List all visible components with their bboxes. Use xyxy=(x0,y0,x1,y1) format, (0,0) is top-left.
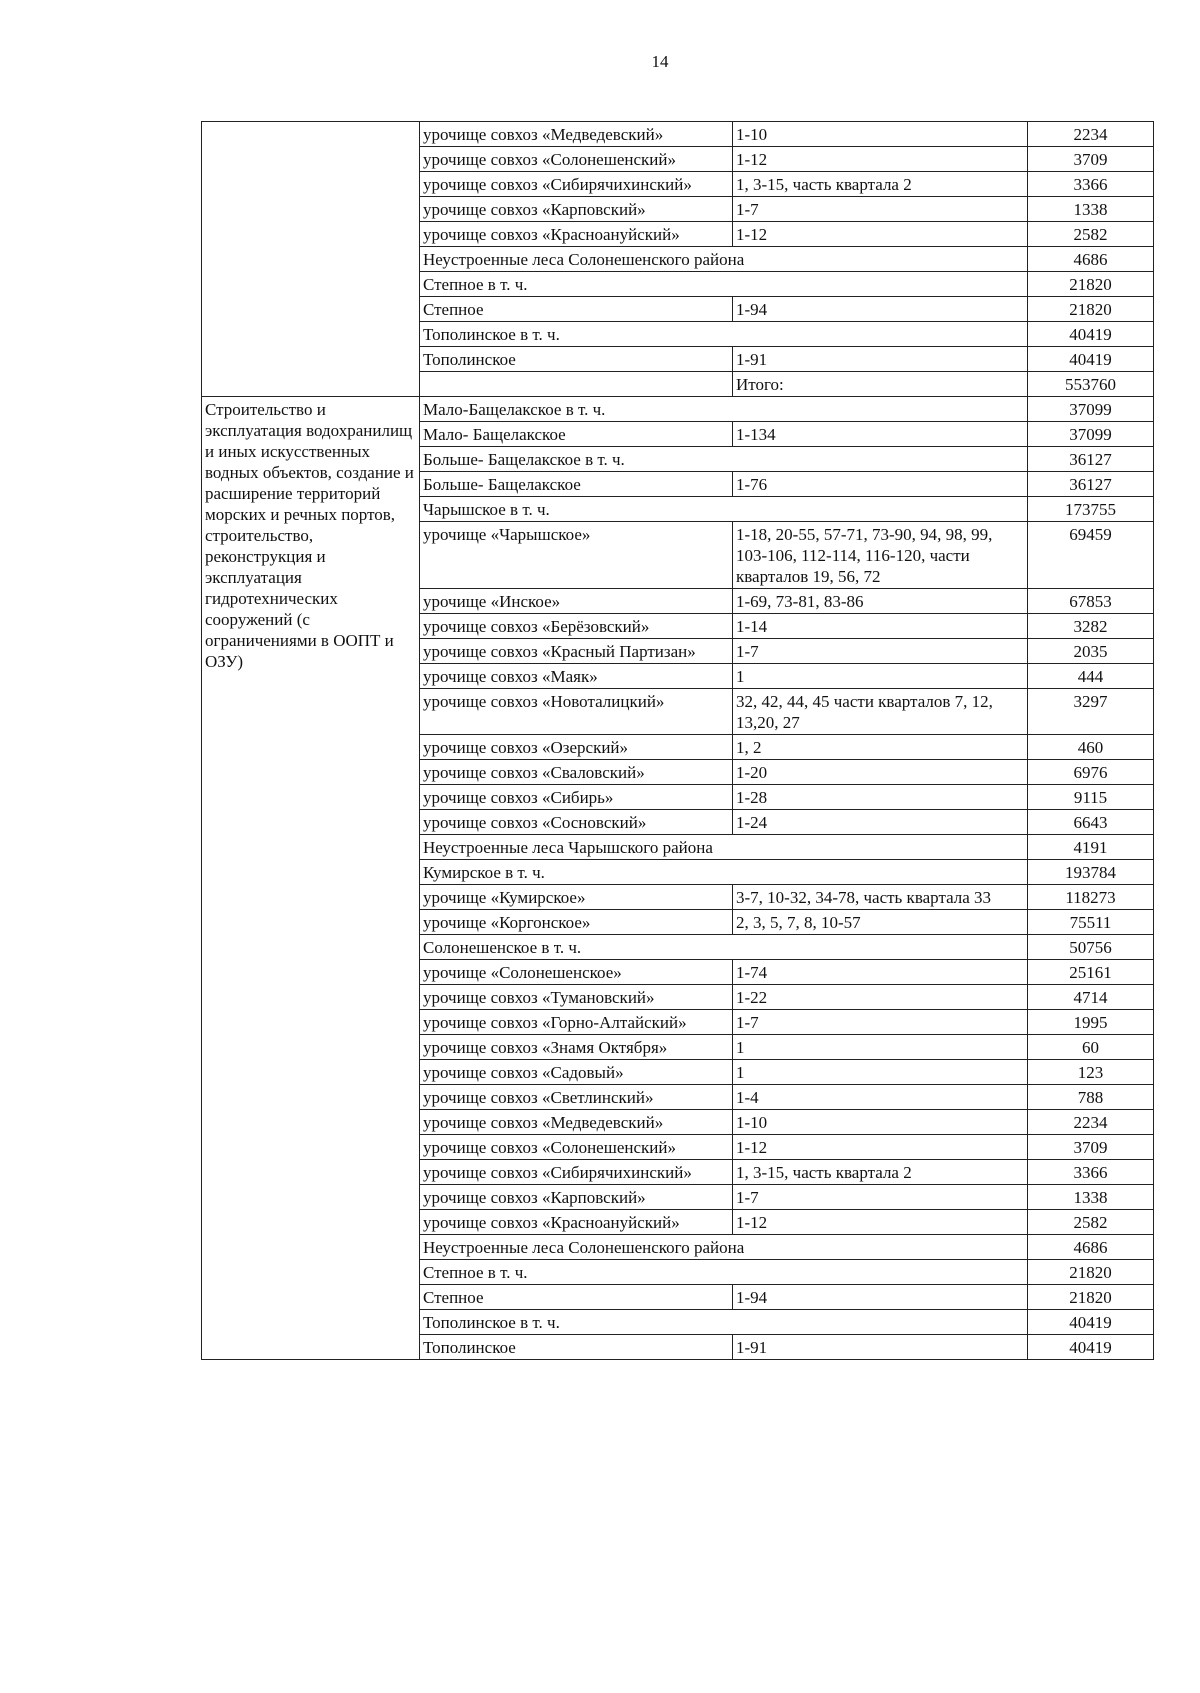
quarters-cell: 32, 42, 44, 45 части кварталов 7, 12, 13,20, 27 xyxy=(733,689,1028,735)
forestry-name-cell: Неустроенные леса Чарышского района xyxy=(420,835,1028,860)
area-cell: 67853 xyxy=(1028,589,1154,614)
forestry-name-cell: Степное в т. ч. xyxy=(420,272,1028,297)
tract-name-cell: урочище совхоз «Знамя Октября» xyxy=(420,1035,733,1060)
area-cell: 1338 xyxy=(1028,197,1154,222)
area-cell: 3366 xyxy=(1028,172,1154,197)
table-body xyxy=(202,122,1154,1360)
tract-name-cell: урочище совхоз «Красный Партизан» xyxy=(420,639,733,664)
quarters-cell: 1 xyxy=(733,664,1028,689)
purpose-cell: Строительство и эксплуатация водохранилищ и иных искусственных водных объектов, создание и расширение территорий морских и речных портов, строительство, реконструкция и эксплуатация гидротехнических сооружений (с ограничениями в ООПТ и ОЗУ) xyxy=(202,397,420,1360)
area-cell: 1995 xyxy=(1028,1010,1154,1035)
tract-name-cell: урочище «Инское» xyxy=(420,589,733,614)
quarters-cell: 1-69, 73-81, 83-86 xyxy=(733,589,1028,614)
area-cell: 40419 xyxy=(1028,1310,1154,1335)
area-cell: 193784 xyxy=(1028,860,1154,885)
tract-name-cell: урочище совхоз «Сибирь» xyxy=(420,785,733,810)
quarters-cell: 1-28 xyxy=(733,785,1028,810)
area-cell: 3366 xyxy=(1028,1160,1154,1185)
tract-name-cell: урочище совхоз «Солонешенский» xyxy=(420,147,733,172)
forestry-name-cell: Тополинское в т. ч. xyxy=(420,322,1028,347)
area-cell: 2582 xyxy=(1028,1210,1154,1235)
quarters-cell: 1-14 xyxy=(733,614,1028,639)
forestry-name-cell: Чарышское в т. ч. xyxy=(420,497,1028,522)
tract-name-cell: урочище совхоз «Медведевский» xyxy=(420,1110,733,1135)
quarters-cell: 1-20 xyxy=(733,760,1028,785)
area-cell: 75511 xyxy=(1028,910,1154,935)
area-cell: 40419 xyxy=(1028,347,1154,372)
area-cell: 36127 xyxy=(1028,447,1154,472)
quarters-cell: 1-91 xyxy=(733,1335,1028,1360)
area-cell: 40419 xyxy=(1028,1335,1154,1360)
table-row xyxy=(202,122,1154,147)
forestry-name-cell: Неустроенные леса Солонешенского района xyxy=(420,247,1028,272)
tract-name-cell: Тополинское xyxy=(420,1335,733,1360)
area-cell: 4686 xyxy=(1028,247,1154,272)
tract-name-cell: урочище совхоз «Новоталицкий» xyxy=(420,689,733,735)
tract-name-cell: урочище совхоз «Садовый» xyxy=(420,1060,733,1085)
quarters-cell: 1-10 xyxy=(733,1110,1028,1135)
forestry-name-cell: Тополинское в т. ч. xyxy=(420,1310,1028,1335)
area-cell: 173755 xyxy=(1028,497,1154,522)
area-cell: 4191 xyxy=(1028,835,1154,860)
area-cell: 123 xyxy=(1028,1060,1154,1085)
area-cell: 21820 xyxy=(1028,272,1154,297)
tract-name-cell: урочище совхоз «Маяк» xyxy=(420,664,733,689)
tract-name-cell: урочище совхоз «Карповский» xyxy=(420,1185,733,1210)
area-cell: 69459 xyxy=(1028,522,1154,589)
area-cell: 460 xyxy=(1028,735,1154,760)
forestry-name-cell: Больше- Бащелакское в т. ч. xyxy=(420,447,1028,472)
quarters-cell: 1, 3-15, часть квартала 2 xyxy=(733,1160,1028,1185)
area-cell: 21820 xyxy=(1028,1285,1154,1310)
quarters-cell: 1-7 xyxy=(733,1185,1028,1210)
quarters-cell: 1 xyxy=(733,1035,1028,1060)
tract-name-cell: урочище совхоз «Горно-Алтайский» xyxy=(420,1010,733,1035)
tract-name-cell: урочище совхоз «Медведевский» xyxy=(420,122,733,147)
area-cell: 6976 xyxy=(1028,760,1154,785)
purpose-cell xyxy=(202,122,420,397)
tract-name-cell: урочище «Коргонское» xyxy=(420,910,733,935)
quarters-cell: 1-94 xyxy=(733,1285,1028,1310)
tract-name-cell: урочище совхоз «Красноануйский» xyxy=(420,1210,733,1235)
area-cell: 25161 xyxy=(1028,960,1154,985)
tract-name-cell: Тополинское xyxy=(420,347,733,372)
area-cell: 3297 xyxy=(1028,689,1154,735)
table-row xyxy=(202,397,1154,422)
area-cell: 2234 xyxy=(1028,1110,1154,1135)
quarters-cell: 1-7 xyxy=(733,1010,1028,1035)
tract-name-cell: урочище «Кумирское» xyxy=(420,885,733,910)
quarters-cell: 1-134 xyxy=(733,422,1028,447)
quarters-cell: 2, 3, 5, 7, 8, 10-57 xyxy=(733,910,1028,935)
tract-name-cell: Степное xyxy=(420,297,733,322)
tract-name-cell: Мало- Бащелакское xyxy=(420,422,733,447)
area-cell: 3709 xyxy=(1028,1135,1154,1160)
quarters-cell: 1, 2 xyxy=(733,735,1028,760)
area-cell: 40419 xyxy=(1028,322,1154,347)
quarters-cell: 1-24 xyxy=(733,810,1028,835)
page-number: 14 xyxy=(651,52,669,71)
quarters-cell: 1-12 xyxy=(733,147,1028,172)
quarters-cell: 1 xyxy=(733,1060,1028,1085)
area-cell: 3709 xyxy=(1028,147,1154,172)
area-cell: 37099 xyxy=(1028,397,1154,422)
tract-name-cell: урочище совхоз «Сосновский» xyxy=(420,810,733,835)
area-cell: 2234 xyxy=(1028,122,1154,147)
area-cell: 4686 xyxy=(1028,1235,1154,1260)
forest-area-table xyxy=(201,121,1154,1360)
tract-name-cell: урочище совхоз «Солонешенский» xyxy=(420,1135,733,1160)
quarters-cell: 1-12 xyxy=(733,222,1028,247)
area-cell: 21820 xyxy=(1028,1260,1154,1285)
forestry-name-cell: Кумирское в т. ч. xyxy=(420,860,1028,885)
tract-name-cell: Степное xyxy=(420,1285,733,1310)
quarters-cell: 1-91 xyxy=(733,347,1028,372)
forestry-name-cell: Солонешенское в т. ч. xyxy=(420,935,1028,960)
empty-cell xyxy=(420,372,733,397)
area-cell: 60 xyxy=(1028,1035,1154,1060)
area-cell: 21820 xyxy=(1028,297,1154,322)
tract-name-cell: урочище «Чарышское» xyxy=(420,522,733,589)
tract-name-cell: урочище совхоз «Сибирячихинский» xyxy=(420,1160,733,1185)
area-cell: 37099 xyxy=(1028,422,1154,447)
area-cell: 118273 xyxy=(1028,885,1154,910)
tract-name-cell: урочище «Солонешенское» xyxy=(420,960,733,985)
quarters-cell: 1-7 xyxy=(733,639,1028,664)
tract-name-cell: урочище совхоз «Сваловский» xyxy=(420,760,733,785)
quarters-cell: 1-12 xyxy=(733,1135,1028,1160)
area-cell: 788 xyxy=(1028,1085,1154,1110)
quarters-cell: 1-7 xyxy=(733,197,1028,222)
tract-name-cell: урочище совхоз «Берёзовский» xyxy=(420,614,733,639)
area-cell: 1338 xyxy=(1028,1185,1154,1210)
quarters-cell: 1-10 xyxy=(733,122,1028,147)
quarters-cell: 1-18, 20-55, 57-71, 73-90, 94, 98, 99, 103-106, 112-114, 116-120, части кварталов 19, 56, 72 xyxy=(733,522,1028,589)
tract-name-cell: урочище совхоз «Карповский» xyxy=(420,197,733,222)
area-cell: 9115 xyxy=(1028,785,1154,810)
forestry-name-cell: Мало-Бащелакское в т. ч. xyxy=(420,397,1028,422)
forestry-name-cell: Степное в т. ч. xyxy=(420,1260,1028,1285)
quarters-cell: 1, 3-15, часть квартала 2 xyxy=(733,172,1028,197)
forestry-name-cell: Неустроенные леса Солонешенского района xyxy=(420,1235,1028,1260)
area-cell: 2035 xyxy=(1028,639,1154,664)
area-cell: 4714 xyxy=(1028,985,1154,1010)
tract-name-cell: урочище совхоз «Сибирячихинский» xyxy=(420,172,733,197)
quarters-cell: 1-76 xyxy=(733,472,1028,497)
area-cell: 50756 xyxy=(1028,935,1154,960)
tract-name-cell: урочище совхоз «Светлинский» xyxy=(420,1085,733,1110)
quarters-cell: 1-22 xyxy=(733,985,1028,1010)
area-cell: 36127 xyxy=(1028,472,1154,497)
quarters-cell: 3-7, 10-32, 34-78, часть квартала 33 xyxy=(733,885,1028,910)
quarters-cell: 1-4 xyxy=(733,1085,1028,1110)
area-cell: 2582 xyxy=(1028,222,1154,247)
area-cell: 444 xyxy=(1028,664,1154,689)
total-label: Итого: xyxy=(733,372,1028,397)
quarters-cell: 1-94 xyxy=(733,297,1028,322)
quarters-cell: 1-12 xyxy=(733,1210,1028,1235)
tract-name-cell: урочище совхоз «Красноануйский» xyxy=(420,222,733,247)
area-cell: 3282 xyxy=(1028,614,1154,639)
tract-name-cell: Больше- Бащелакское xyxy=(420,472,733,497)
tract-name-cell: урочище совхоз «Тумановский» xyxy=(420,985,733,1010)
area-cell: 553760 xyxy=(1028,372,1154,397)
tract-name-cell: урочище совхоз «Озерский» xyxy=(420,735,733,760)
quarters-cell: 1-74 xyxy=(733,960,1028,985)
area-cell: 6643 xyxy=(1028,810,1154,835)
